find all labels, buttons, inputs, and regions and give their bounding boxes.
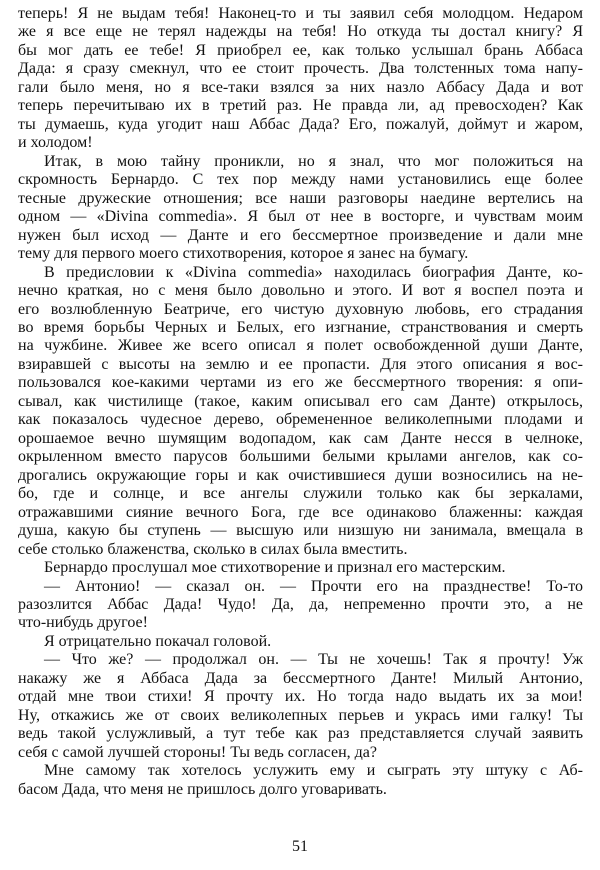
- text-line: дрогались окружающие горы и как очистившиеся души возносились на не-: [18, 466, 583, 484]
- text-line: нечно краткая, но с меня было довольно и этого. И вот я воспел поэта и: [18, 282, 583, 300]
- text-line: басом Дада, что меня не пришлось долго уговаривать.: [18, 780, 387, 798]
- paragraph: [18, 5, 583, 153]
- text-line: бо, где и солнце, и все ангелы служили только как бы зеркалами,: [18, 485, 583, 503]
- text-line: отдай мне твои стихи! Я прочту их. Но тогда надо выдать их за мои!: [18, 688, 583, 706]
- text-line: окрыленном вместо парусов большими белыми крылами ангелов, как со-: [18, 448, 583, 466]
- text-line: ведь такой услужливый, а тут тебе как раз представляется случай заявить: [18, 725, 583, 743]
- text-line: тесные дружеские отношения; все наши разговоры наедине вертелись на: [18, 189, 583, 207]
- text-line: Ну, откажись же от своих великолепных перьев и укрась ими галку! Ты: [18, 706, 583, 724]
- paragraph: [18, 559, 583, 577]
- page-body: [18, 5, 583, 799]
- text-line: отражавшими сияние вечного Бога, где все одинаково блаженны: каждая: [18, 503, 583, 521]
- paragraph: [18, 264, 583, 560]
- paragraph: [18, 762, 583, 799]
- text-line: себе столько блаженства, сколько в силах была вместить.: [18, 540, 408, 558]
- text-line: одном — «Divina commedia». Я был от нее в восторге, и чувствам моим: [18, 208, 583, 226]
- text-line: — Антонио! — сказал он. — Прочти его на празднестве! То-то: [44, 577, 583, 595]
- text-line: Мне самому так хотелось услужить ему и сыграть эту штуку с Аб-: [44, 762, 583, 780]
- text-line: разозлится Аббас Дада! Чудо! Да, да, непременно прочти это, а не: [18, 596, 583, 613]
- paragraph: [18, 633, 583, 651]
- text-line: ты думаешь, куда угодит наш Аббас Дада? Его, пожалуй, доймут и жаром,: [18, 115, 583, 133]
- text-line: его возлюбленную Беатриче, его чистую духовную любовь, его страдания: [18, 300, 583, 318]
- text-line: душа, какую бы ступень — высшую или низшую ни занимала, вмещала в: [18, 522, 583, 540]
- text-line: Итак, в мою тайну проникли, но я знал, что мог положиться на: [44, 152, 583, 170]
- text-line: что-нибудь другое!: [18, 614, 148, 632]
- text-line: сывал, как чистилище (такое, каким описывал его сам Данте) открылось,: [18, 392, 583, 410]
- text-line: пользовался кое-какими чертами из его же бессмертного творения: я опи-: [18, 374, 583, 392]
- paragraph: [18, 153, 583, 264]
- text-line: же я все еще не терял надежды на тебя! Но откуда ты достал книгу? Я: [18, 23, 583, 41]
- text-line: тему для первого моего стихотворения, которое я занес на бумагу.: [18, 245, 469, 263]
- text-line: орошаемое вечно шумящим водопадом, как сам Данте несся в челноке,: [18, 429, 583, 447]
- text-line: Дада: я сразу смекнул, что ее стоит прочесть. Два толстенных тома напу-: [18, 60, 583, 78]
- text-line: себя с самой лучшей стороны! Ты ведь согласен, да?: [18, 743, 377, 761]
- text-line: гали было меня, но я все-таки взялся за них назло Аббасу Дада и вот: [18, 78, 583, 96]
- paragraph: [18, 578, 583, 633]
- text-line: Бернардо прослушал мое стихотворение и признал его мастерским.: [44, 559, 506, 577]
- text-line: бы мог дать ее тебе! Я приобрел ее, как только услышал брань Аббаса: [18, 41, 583, 59]
- text-line: и холодом!: [18, 134, 93, 152]
- text-line: накажу же я Аббаса Дада за бессмертного Данте! Милый Антонио,: [18, 669, 583, 687]
- text-line: на чужбине. Живее же всего описал я полет освобожденной души Данте,: [18, 337, 583, 355]
- text-line: теперь! Я не выдам тебя! Наконец-то и ты заявил себя молодцом. Недаром: [18, 5, 583, 22]
- paragraph: [18, 651, 583, 762]
- text-line: — Что же? — продолжал он. — Ты не хочешь! Так я прочту! Уж: [44, 651, 583, 669]
- text-line: Я отрицательно покачал головой.: [44, 632, 272, 650]
- text-line: нужен был исход — Данте и его бессмертное произведение и дали мне: [18, 226, 583, 244]
- text-line: взиравшей с высоты на землю и ее пропасти. Для этого описания я вос-: [18, 355, 583, 373]
- text-line: В предисловии к «Divina commedia» находилась биография Данте, ко-: [44, 263, 583, 281]
- text-line: как показалось чудесное дерево, обремененное великолепными плодами и: [18, 411, 583, 429]
- text-line: теперь перечитываю их в третий раз. Не правда ли, ад превосходен? Как: [18, 97, 583, 115]
- page-number: 51: [292, 838, 308, 855]
- text-line: во время борьбы Черных и Белых, его изгнание, странствования и смерть: [18, 318, 583, 336]
- text-line: скромность Бернардо. С тех пор между нами установились еще более: [18, 171, 583, 189]
